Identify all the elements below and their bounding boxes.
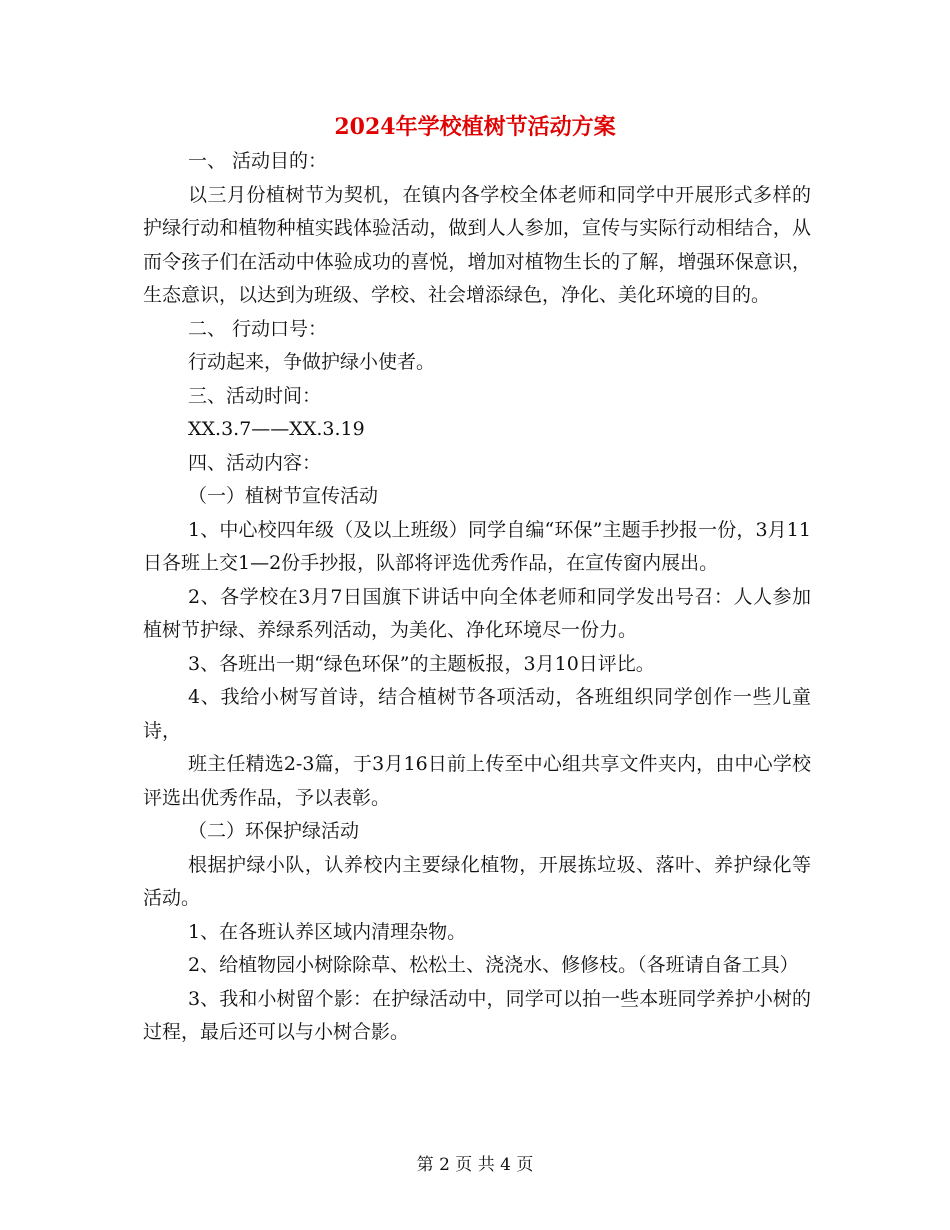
- paragraph-greening: 根据护绿小队，认养校内主要绿化植物，开展拣垃圾、落叶、养护绿化等活动。: [143, 853, 811, 909]
- paragraph-purpose: 以三月份植树节为契机，在镇内各学校全体老师和同学中开展形式多样的护绿行动和植物种植实践体验活动，做到人人参加，宣传与实际行动相结合，从而令孩子们在活动中体验成功的喜悦，增加对植物生长的了解，增强环保意识，生态意识，以达到为班级、学校、社会增添绿色，净化、美化环境的目的。: [143, 183, 811, 306]
- list-item: 3、我和小树留个影：在护绿活动中，同学可以拍一些本班同学养护小树的过程，最后还可以与小树合影。: [143, 987, 811, 1043]
- list-item: 4、我给小树写首诗，结合植树节各项活动，各班组织同学创作一些儿童诗，: [143, 686, 811, 742]
- section-heading-slogan: 二、 行动口号：: [188, 317, 328, 340]
- subsection-heading-greening: （二）环保护绿活动: [188, 820, 360, 842]
- list-item: 班主任精选2-3篇，于3月16日前上传至中心组共享文件夹内，由中心学校评选出优秀作品，予以表彰。: [143, 753, 811, 809]
- list-item: 2、给植物园小树除除草、松松土、浇浇水、修修枝。（各班请自备工具）: [188, 954, 799, 976]
- list-item: 2、各学校在3月7日国旗下讲话中向全体老师和同学发出号召：人人参加植树节护绿、养绿系列活动，为美化、净化环境尽一份力。: [143, 585, 811, 641]
- subsection-heading-publicity: （一）植树节宣传活动: [188, 485, 379, 507]
- document-title: 2024年学校植树节活动方案: [334, 114, 616, 140]
- list-item: 1、中心校四年级（及以上班级）同学自编“环保”主题手抄报一份，3月11日各班上交1—2份手抄报，队部将评选优秀作品，在宣传窗内展出。: [143, 518, 811, 574]
- section-heading-content: 四、活动内容：: [188, 451, 322, 474]
- list-item: 1、在各班认养区域内清理杂物。: [188, 920, 467, 943]
- document-body: [143, 145, 811, 1050]
- paragraph-slogan: 行动起来，争做护绿小使者。: [188, 351, 436, 373]
- page-number: 第 2 页 共 4 页: [416, 1155, 534, 1175]
- list-item: 3、各班出一期“绿色环保”的主题板报，3月10日评比。: [188, 652, 655, 675]
- paragraph-time: XX.3.7——XX.3.19: [188, 418, 365, 440]
- section-heading-time: 三、活动时间：: [188, 384, 322, 407]
- section-heading-purpose: 一、 活动目的：: [188, 150, 328, 172]
